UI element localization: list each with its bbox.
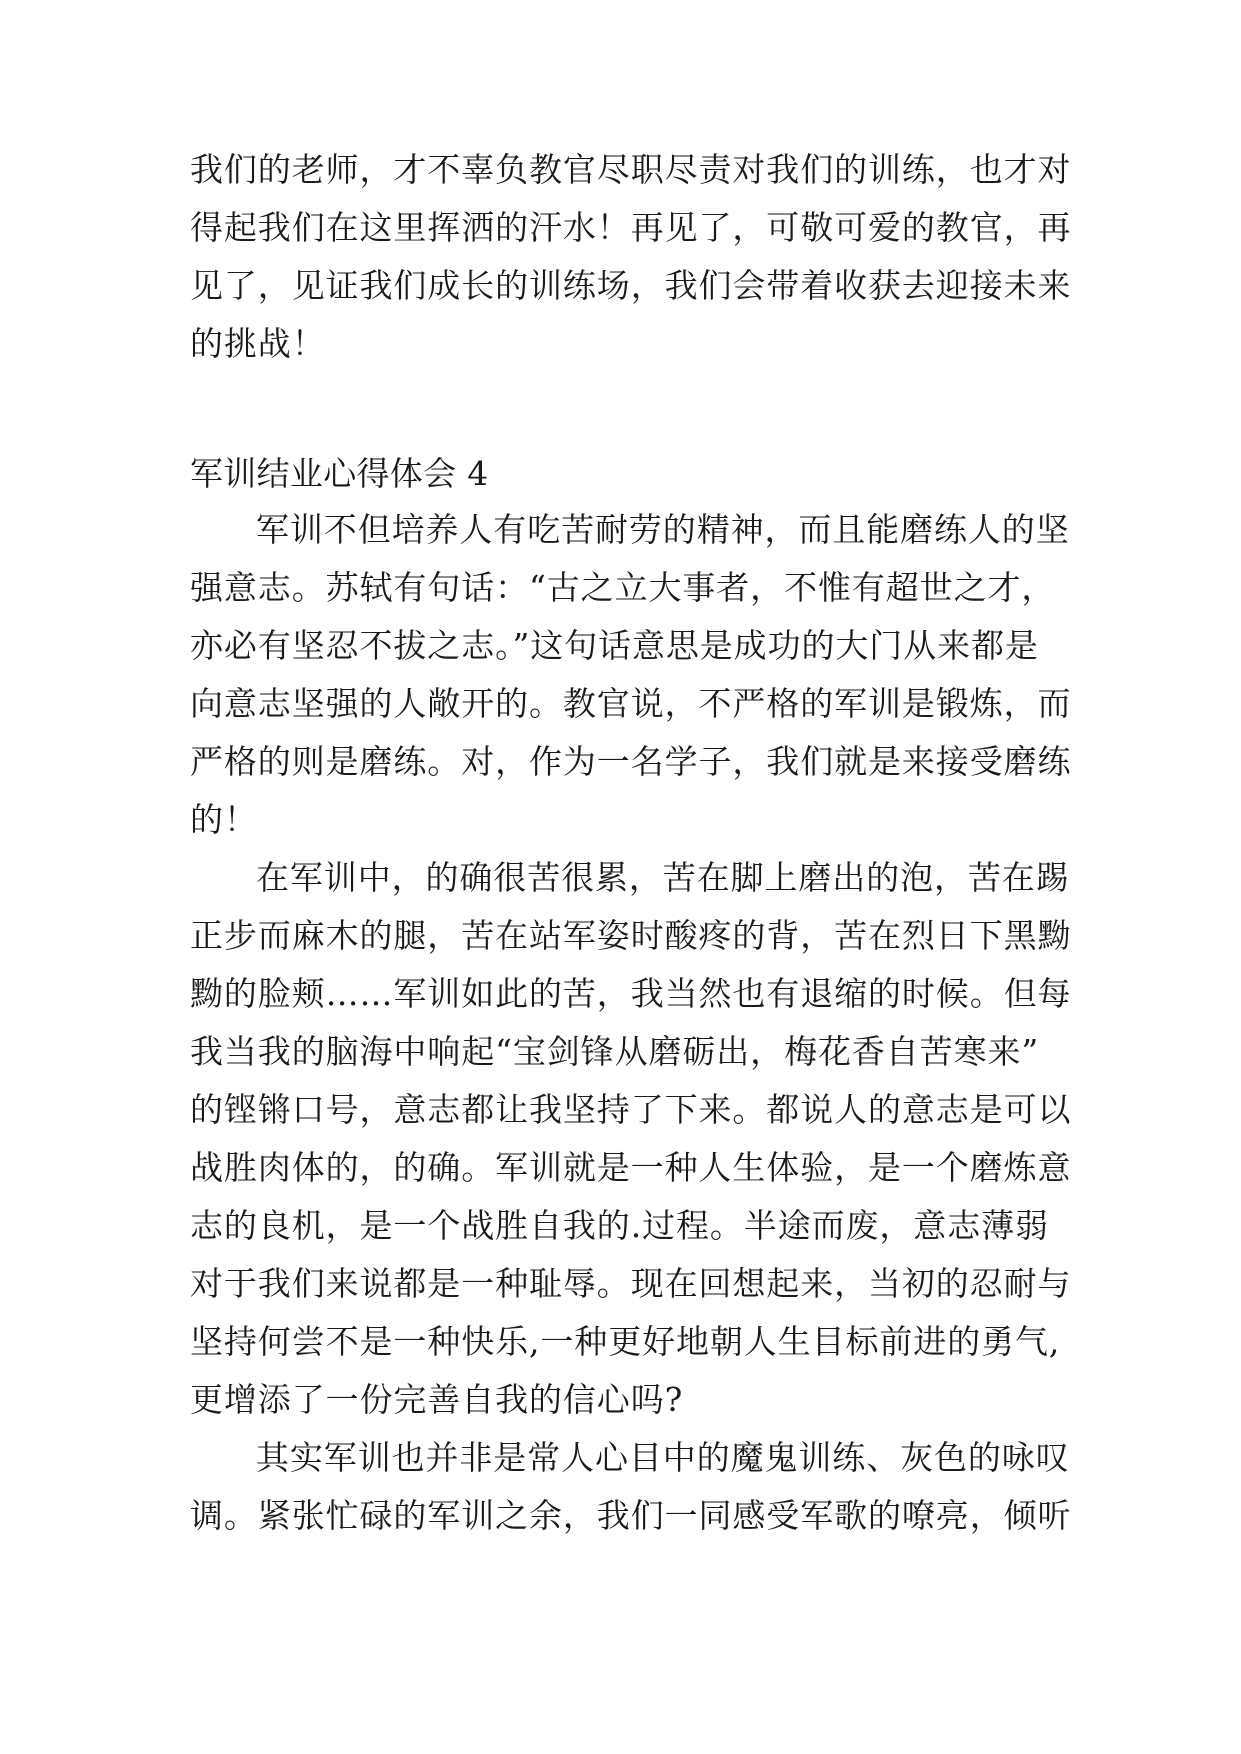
text-line: 的挑战！ [190, 324, 326, 363]
paragraph-line: 的铿锵口号，意志都让我坚持了下来。都说人的意志是可以 [190, 1090, 1072, 1129]
paragraph-line: 坚持何尝不是一种快乐,一种更好地朝人生目标前进的勇气, [190, 1322, 1061, 1361]
paragraph-line: 向意志坚强的人敞开的。教官说，不严格的军训是锻炼，而 [190, 684, 1072, 723]
paragraph-line: 我当我的脑海中响起“宝剑锋从磨砺出，梅花香自苦寒来” [190, 1032, 1040, 1071]
paragraph-line: 黝的脸颊……军训如此的苦，我当然也有退缩的时候。但每 [190, 974, 1072, 1013]
text-line: 见了，见证我们成长的训练场，我们会带着收获去迎接未来 [190, 266, 1072, 305]
paragraph-line: 对于我们来说都是一种耻辱。现在回想起来，当初的忍耐与 [190, 1264, 1072, 1303]
text-line: 得起我们在这里挥洒的汗水！再见了，可敬可爱的教官，再 [190, 208, 1072, 247]
paragraph-line: 战胜肉体的，的确。军训就是一种人生体验，是一个磨炼意 [190, 1148, 1072, 1187]
paragraph-line: 在军训中，的确很苦很累，苦在脚上磨出的泡，苦在踢 [256, 858, 1070, 897]
text-line: 我们的老师，才不辜负教官尽职尽责对我们的训练，也才对 [190, 150, 1072, 189]
paragraph-line: 志的良机，是一个战胜自我的.过程。半途而废，意志薄弱 [190, 1206, 1049, 1245]
paragraph-line: 更增添了一份完善自我的信心吗? [190, 1380, 684, 1419]
paragraph-line: 的！ [190, 800, 258, 839]
paragraph-line: 强意志。苏轼有句话：“古之立大事者，不惟有超世之才， [190, 568, 1056, 607]
paragraph-line: 调。紧张忙碌的军训之余，我们一同感受军歌的嘹亮，倾听 [190, 1496, 1072, 1535]
paragraph-line: 其实军训也并非是常人心目中的魔鬼训练、灰色的咏叹 [256, 1438, 1070, 1477]
paragraph-line: 正步而麻木的腿，苦在站军姿时酸疼的背，苦在烈日下黑黝 [190, 916, 1072, 955]
paragraph-line: 亦必有坚忍不拔之志。”这句话意思是成功的大门从来都是 [190, 626, 1039, 665]
paragraph-line: 军训不但培养人有吃苦耐劳的精神，而且能磨练人的坚 [256, 510, 1070, 549]
section-title: 军训结业心得体会 4 [190, 454, 489, 493]
paragraph-line: 严格的则是磨练。对，作为一名学子，我们就是来接受磨练 [190, 742, 1072, 781]
